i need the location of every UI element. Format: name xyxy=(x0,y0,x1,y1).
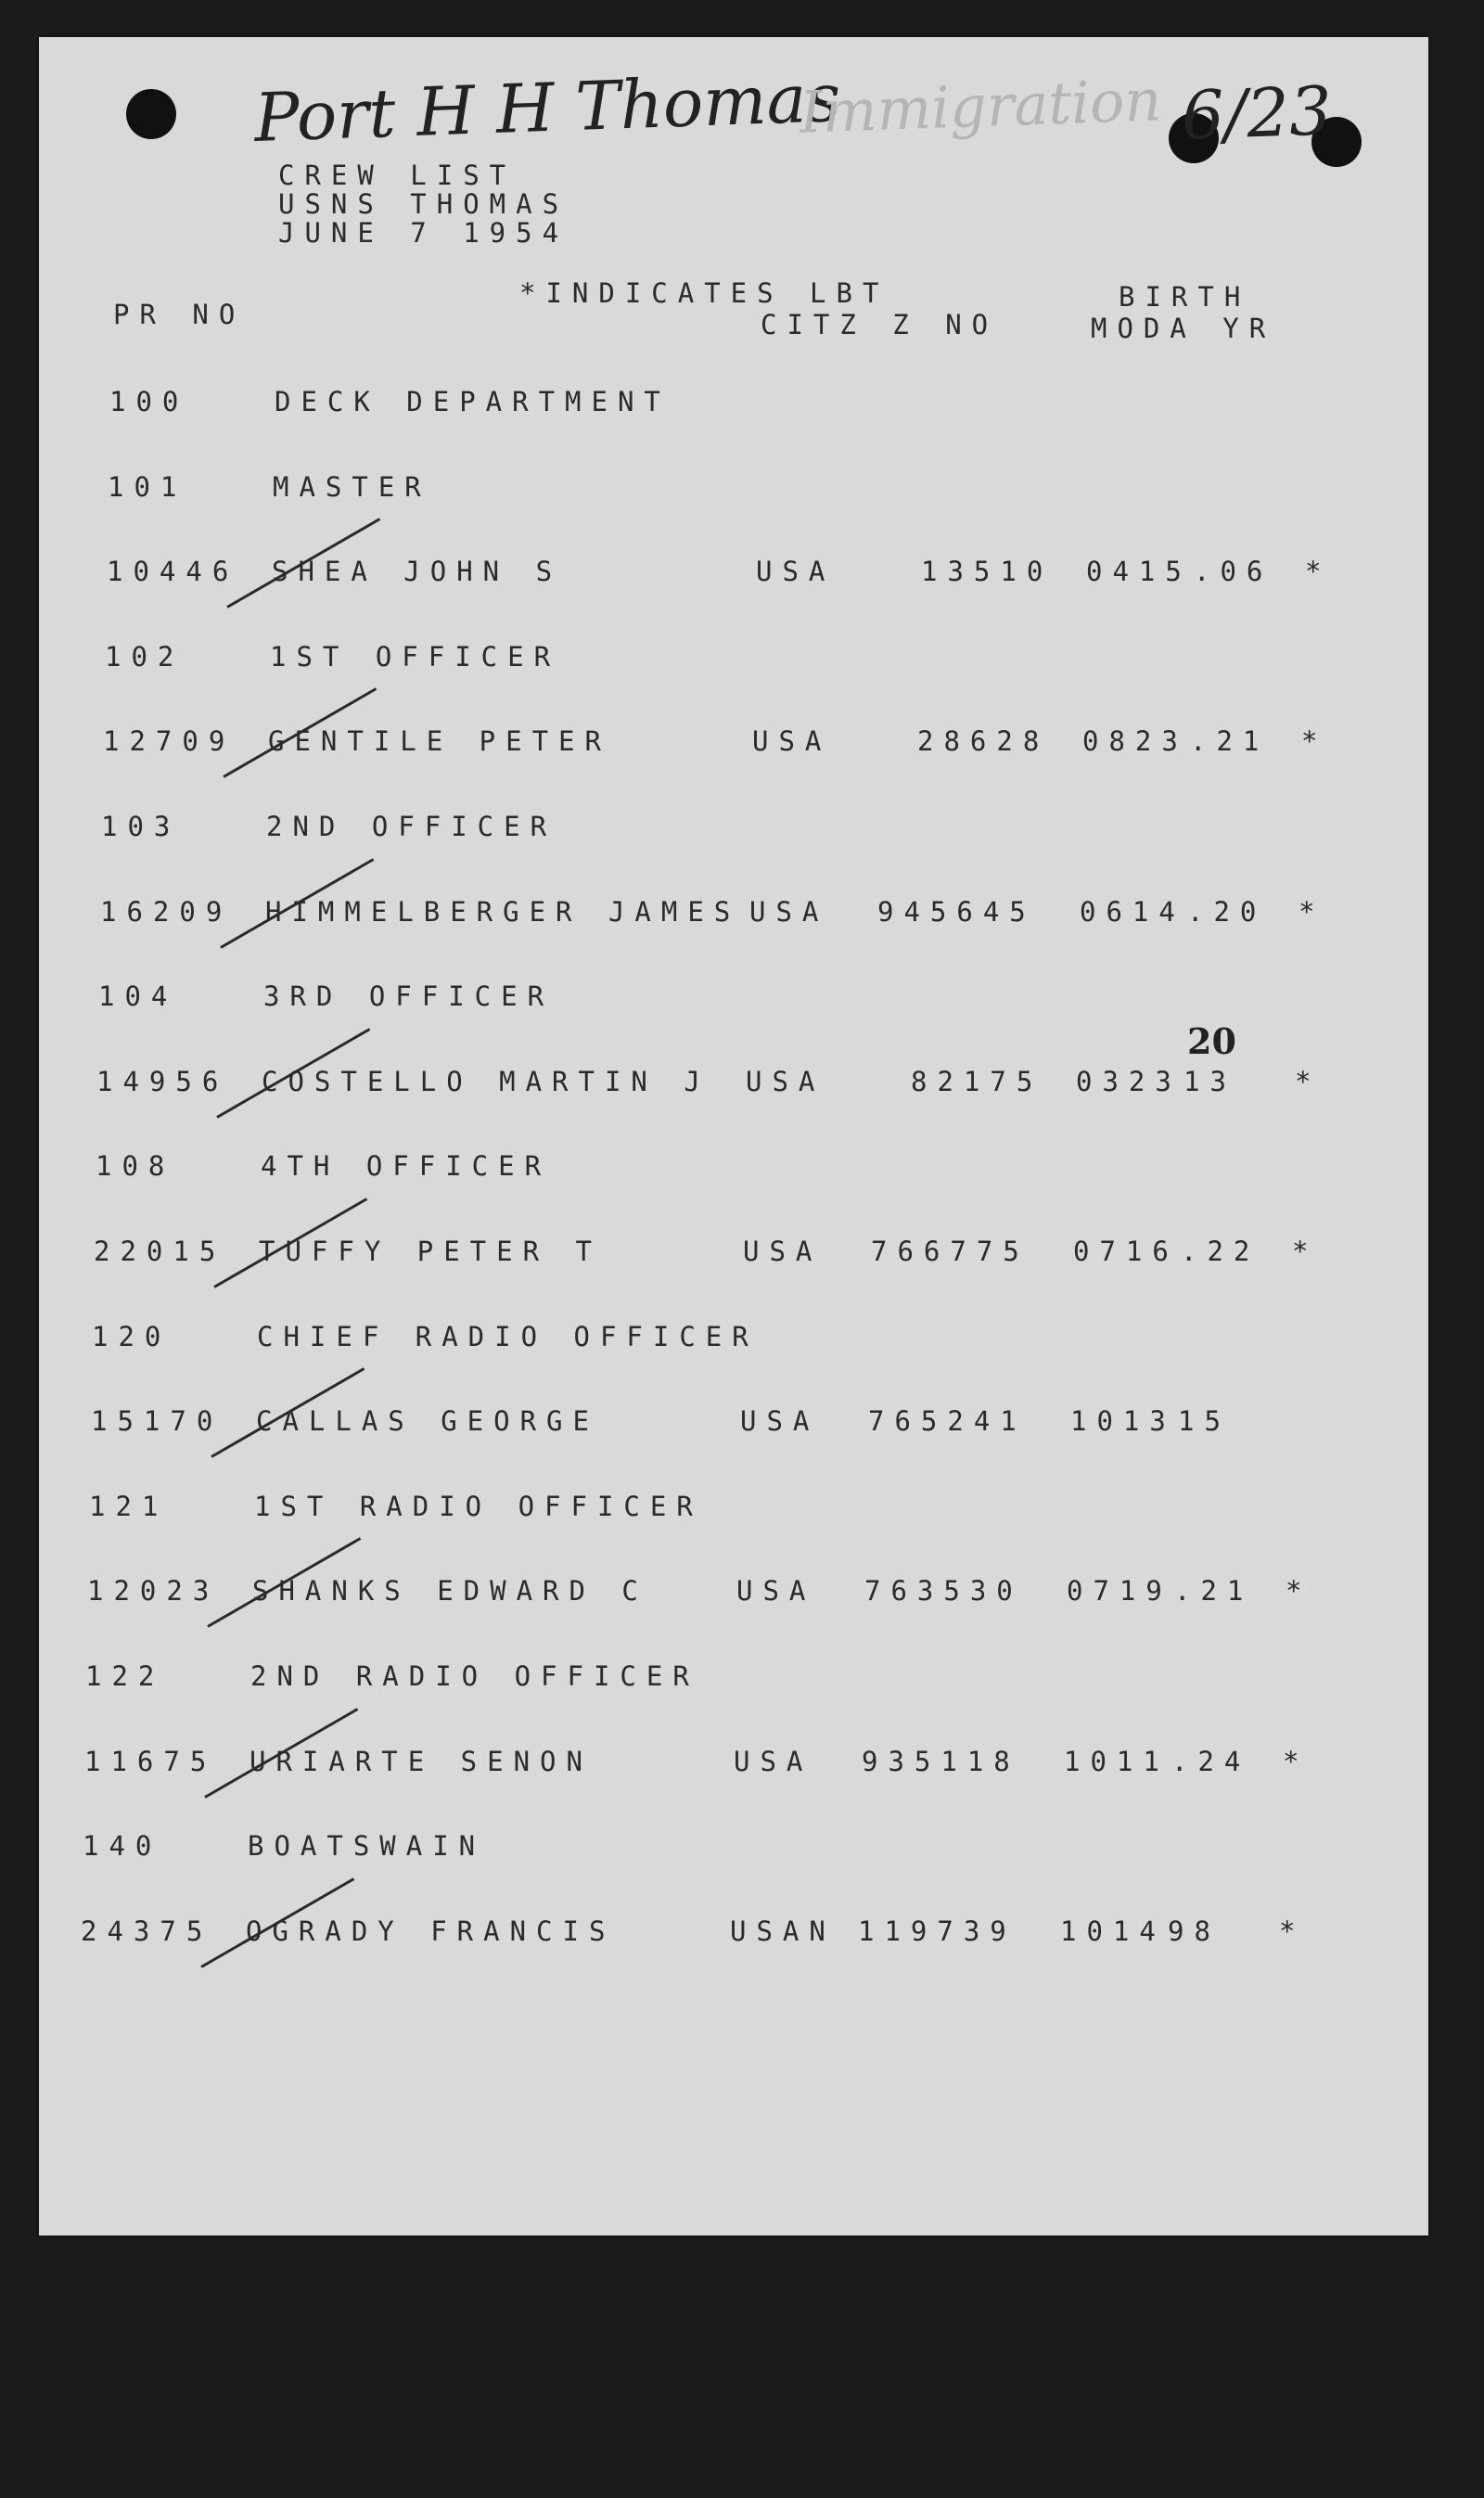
col-pr-no: PR NO xyxy=(113,299,246,330)
citizenship: USA xyxy=(734,1746,813,1777)
z-number: 765241 xyxy=(868,1405,1027,1437)
z-number: 28628 xyxy=(917,725,1050,757)
birth-moda: 0323 xyxy=(1076,1066,1182,1097)
section-title: DECK DEPARTMENT xyxy=(275,386,671,417)
birth-moda: 1013 xyxy=(1070,1405,1176,1437)
payroll-number: 22015 xyxy=(94,1236,226,1267)
birth-moda: 0823 xyxy=(1082,725,1188,757)
citizenship: USA xyxy=(752,725,832,757)
birth-moda: 0716 xyxy=(1073,1236,1179,1267)
birth-year: 13 xyxy=(1183,1066,1236,1097)
section-row xyxy=(0,1491,1484,1528)
payroll-number: 104 xyxy=(98,980,178,1012)
section-row xyxy=(0,1830,1484,1867)
section-row xyxy=(0,811,1484,848)
birth-moda: 0415 xyxy=(1086,556,1192,587)
section-title: CHIEF RADIO OFFICER xyxy=(257,1321,759,1352)
payroll-number: 11675 xyxy=(84,1746,217,1777)
birth-year: .20 xyxy=(1187,896,1267,928)
lbt-marker: * xyxy=(1301,725,1328,757)
z-number: 119739 xyxy=(858,1915,1017,1947)
payroll-number: 121 xyxy=(89,1491,169,1522)
crew-name: OGRADY FRANCIS xyxy=(246,1915,616,1947)
section-row xyxy=(0,1321,1484,1358)
payroll-number: 101 xyxy=(108,471,187,503)
crew-row xyxy=(0,1575,1484,1612)
birth-year: .06 xyxy=(1194,556,1273,587)
header-line-1: CREW LIST xyxy=(278,160,517,191)
z-number: 82175 xyxy=(911,1066,1043,1097)
citizenship: USA xyxy=(749,896,829,928)
section-title: 1ST RADIO OFFICER xyxy=(254,1491,703,1522)
payroll-number: 14956 xyxy=(96,1066,229,1097)
section-row xyxy=(0,386,1484,423)
crew-row xyxy=(0,896,1484,933)
birth-moda: 0614 xyxy=(1080,896,1185,928)
citizenship: USA xyxy=(740,1405,820,1437)
section-title: BOATSWAIN xyxy=(248,1830,486,1862)
payroll-number: 12023 xyxy=(87,1575,220,1607)
lbt-marker: * xyxy=(1305,556,1332,587)
header-line-2: USNS THOMAS xyxy=(278,188,569,220)
crew-row xyxy=(0,1066,1484,1103)
birth-moda: 1014 xyxy=(1060,1915,1166,1947)
section-row xyxy=(0,1660,1484,1697)
z-number: 935118 xyxy=(862,1746,1020,1777)
birth-moda: 1011 xyxy=(1064,1746,1170,1777)
payroll-number: 108 xyxy=(96,1150,175,1182)
payroll-number: 120 xyxy=(92,1321,172,1352)
z-number: 945645 xyxy=(877,896,1036,928)
crew-name: TUFFY PETER T xyxy=(259,1236,602,1267)
lbt-marker: * xyxy=(1283,1746,1310,1777)
citizenship: USA xyxy=(756,556,836,587)
birth-year: .24 xyxy=(1171,1746,1251,1777)
crew-name: URIARTE SENON xyxy=(249,1746,593,1777)
col-indicates-lbt: *INDICATES LBT xyxy=(519,277,889,309)
crew-name: COSTELLO MARTIN J xyxy=(262,1066,710,1097)
section-title: MASTER xyxy=(273,471,431,503)
section-row xyxy=(0,1150,1484,1187)
birth-year: .21 xyxy=(1190,725,1270,757)
crew-row xyxy=(0,556,1484,593)
payroll-number: 122 xyxy=(85,1660,165,1692)
payroll-number: 102 xyxy=(105,641,185,673)
birth-moda: 0719 xyxy=(1067,1575,1172,1607)
col-moda-yr: MODA YR xyxy=(1091,313,1276,344)
z-number: 13510 xyxy=(921,556,1054,587)
punch-hole-left xyxy=(126,89,176,139)
lbt-marker: * xyxy=(1298,896,1325,928)
citizenship: USA xyxy=(743,1236,823,1267)
z-number: 766775 xyxy=(871,1236,1030,1267)
col-citz-z-no: CITZ Z NO xyxy=(761,309,999,340)
lbt-marker: * xyxy=(1286,1575,1312,1607)
birth-year: 98 xyxy=(1168,1915,1221,1947)
lbt-marker: * xyxy=(1279,1915,1306,1947)
lbt-marker: * xyxy=(1295,1066,1322,1097)
crew-row xyxy=(0,1236,1484,1273)
col-birth: BIRTH xyxy=(1119,281,1251,313)
crew-name: HIMMELBERGER JAMES xyxy=(265,896,741,928)
citizenship: USAN xyxy=(730,1915,836,1947)
birth-year: 15 xyxy=(1178,1405,1231,1437)
birth-year: .22 xyxy=(1181,1236,1260,1267)
crew-row xyxy=(0,725,1484,762)
handwritten-faint-note: Immigration xyxy=(798,66,1163,147)
payroll-number: 12709 xyxy=(103,725,236,757)
citizenship: USA xyxy=(746,1066,825,1097)
section-row xyxy=(0,471,1484,508)
birth-year: .21 xyxy=(1174,1575,1254,1607)
section-title: 1ST OFFICER xyxy=(270,641,561,673)
payroll-number: 15170 xyxy=(91,1405,224,1437)
payroll-number: 103 xyxy=(101,811,181,842)
handwritten-name: Port H H Thomas xyxy=(252,58,842,158)
payroll-number: 140 xyxy=(83,1830,162,1862)
crew-name: CALLAS GEORGE xyxy=(256,1405,599,1437)
stamp-number: 20 xyxy=(1187,1020,1236,1062)
section-title: 3RD OFFICER xyxy=(263,980,555,1012)
section-title: 2ND RADIO OFFICER xyxy=(250,1660,699,1692)
section-title: 2ND OFFICER xyxy=(266,811,557,842)
citizenship: USA xyxy=(736,1575,816,1607)
payroll-number: 10446 xyxy=(107,556,239,587)
crew-row xyxy=(0,1746,1484,1783)
section-row xyxy=(0,980,1484,1018)
crew-name: SHANKS EDWARD C xyxy=(252,1575,648,1607)
lbt-marker: * xyxy=(1292,1236,1319,1267)
document-page xyxy=(39,37,1428,2235)
handwritten-date: 6/23 xyxy=(1180,71,1334,155)
payroll-number: 16209 xyxy=(100,896,233,928)
header-line-3: JUNE 7 1954 xyxy=(278,217,569,249)
payroll-number: 100 xyxy=(109,386,189,417)
payroll-number: 24375 xyxy=(81,1915,213,1947)
z-number: 763530 xyxy=(864,1575,1023,1607)
crew-row xyxy=(0,1405,1484,1442)
crew-name: GENTILE PETER xyxy=(268,725,611,757)
section-row xyxy=(0,641,1484,678)
section-title: 4TH OFFICER xyxy=(261,1150,552,1182)
crew-row xyxy=(0,1915,1484,1953)
crew-name: SHEA JOHN S xyxy=(272,556,563,587)
